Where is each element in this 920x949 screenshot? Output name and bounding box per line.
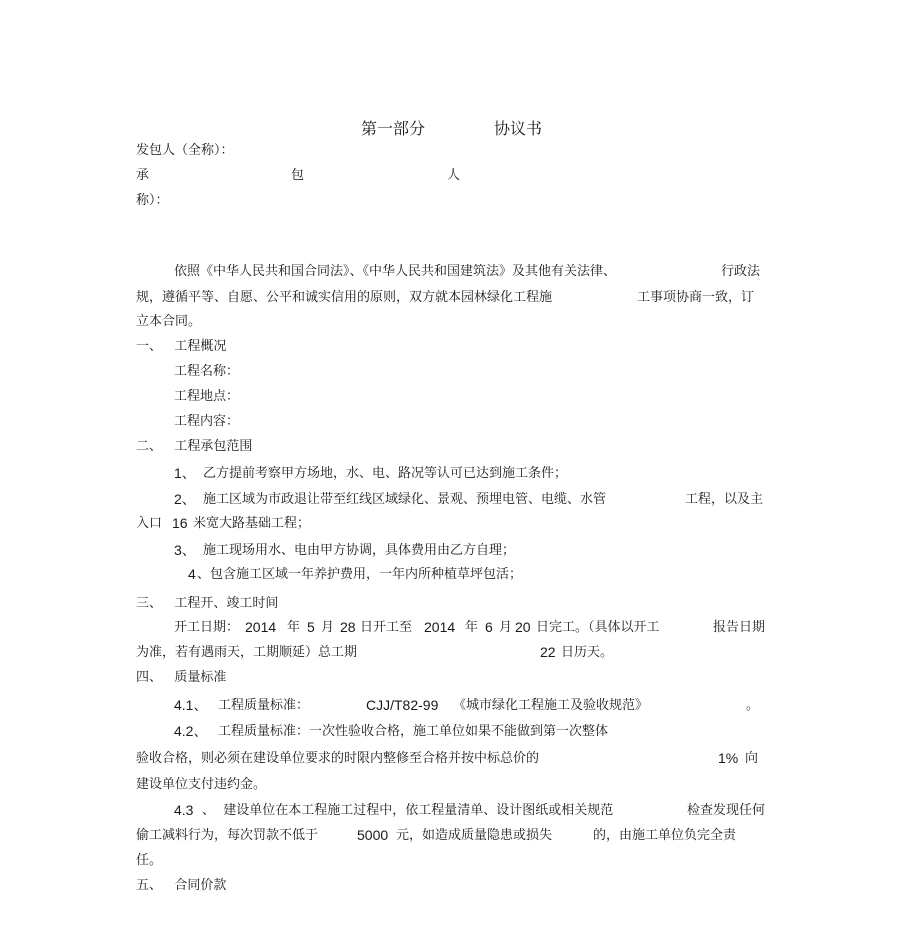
start-day: 28 — [340, 619, 356, 635]
standard-name: 《城市绿化工程施工及验收规范》 — [453, 698, 649, 713]
scope-item-2-text: 施工区域为市政退让带至红线区域绿化、景观、预埋电管、电缆、水管 — [203, 492, 607, 507]
duration-days: 22 — [540, 644, 556, 660]
quality-item-3-text: 、 建设单位在本工程施工过程中，依工程量清单、设计图纸或相关规范 — [202, 803, 614, 818]
quality-item-3-line2-c: 的，由施工单位负完全责 — [593, 828, 737, 843]
scope-item-4-text: 、包含施工区域一年养护费用，一年内所种植草坪包活； — [197, 567, 523, 582]
quality-item-3-line3: 任。 — [136, 853, 163, 868]
intro-line-1-end: 行政法 — [721, 264, 761, 279]
intro-line-2: 规，遵循平等、自愿、公平和诚实信用的原则，双方就本园林绿化工程施 — [136, 290, 553, 305]
quality-item-1-number: 4.1、 — [174, 697, 208, 713]
scope-item-2-text-end: 工程，以及主 — [685, 492, 764, 507]
start-month-unit: 月 — [321, 620, 335, 635]
road-width-number: 16 — [172, 515, 188, 531]
intro-line-2-end: 工事项协商一致，订 — [637, 290, 755, 305]
standard-end-mark: 。 — [746, 698, 760, 713]
end-year: 2014 — [424, 619, 456, 635]
scope-item-3-number: 3、 — [174, 542, 196, 558]
quality-item-3-number: 4.3 — [174, 802, 194, 818]
end-year-unit: 年 — [465, 620, 479, 635]
section-3-heading: 三、 工程开、竣工时间 — [136, 596, 279, 611]
end-month: 6 — [485, 619, 493, 635]
title-name: 协议书 — [494, 119, 543, 138]
end-day: 20 — [515, 619, 531, 635]
completion-text: 日完工。（具体以开工 — [536, 620, 660, 635]
project-content-label: 工程内容： — [174, 414, 240, 429]
project-site-label: 工程地点： — [174, 389, 240, 404]
quality-item-3-text-end: 检查发现任何 — [687, 803, 766, 818]
scope-item-1-text: 乙方提前考察甲方场地，水、电、路况等认可已达到施工条件； — [203, 466, 568, 481]
section-1-heading: 一、 工程概况 — [136, 339, 227, 354]
title-part: 第一部分 — [361, 119, 426, 138]
quality-item-3-line2: 偷工减料行为，每次罚款不低于 — [136, 828, 319, 843]
duration-unit: 日历天。 — [561, 645, 614, 660]
duration-text: 为准，若有遇雨天，工期顺延）总工期 — [136, 645, 358, 660]
section-4-heading: 四、 质量标准 — [136, 670, 227, 685]
party-b-end: 称）： — [136, 193, 169, 208]
scope-item-1-number: 1、 — [174, 465, 196, 481]
start-date-label: 开工日期： — [174, 620, 240, 635]
fine-amount: 5000 — [357, 827, 389, 843]
party-b-char-3: 人 — [447, 168, 461, 183]
project-name-label: 工程名称： — [174, 364, 240, 379]
standard-code: CJJ/T82-99 — [366, 697, 439, 713]
intro-line-3: 立本合同。 — [136, 314, 202, 329]
intro-line-1: 依照《中华人民共和国合同法》、《中华人民共和国建筑法》及其他有关法律、 — [174, 264, 617, 279]
start-year: 2014 — [245, 619, 277, 635]
completion-text-end: 报告日期 — [713, 620, 766, 635]
quality-item-2-line2: 验收合格，则必须在建设单位要求的时限内整修至合格并按中标总价的 — [136, 751, 540, 766]
section-2-heading: 二、 工程承包范围 — [136, 439, 253, 454]
quality-item-2-line3: 建设单位支付违约金。 — [136, 777, 267, 792]
party-a-label: 发包人（全称）： — [136, 143, 234, 158]
scope-item-2-number: 2、 — [174, 491, 196, 507]
quality-item-1-text: 工程质量标准： — [218, 698, 310, 713]
quality-item-2-line2-end: 向 — [745, 751, 759, 766]
start-to-label: 日开工至 — [360, 620, 413, 635]
scope-item-3-text: 施工现场用水、电由甲方协调，具体费用由乙方自理； — [203, 543, 516, 558]
quality-item-3-line2-b: 元，如造成质量隐患或损失 — [396, 828, 553, 843]
penalty-percent: 1% — [718, 750, 739, 766]
quality-item-2-text: 工程质量标准：一次性验收合格，施工单位如果不能做到第一次整体 — [218, 724, 609, 739]
start-month: 5 — [307, 619, 315, 635]
start-year-unit: 年 — [287, 620, 301, 635]
scope-item-2-line2-a: 入口 — [136, 516, 163, 531]
party-b-char-2: 包 — [291, 168, 305, 183]
party-b-char-1: 承 — [136, 168, 150, 183]
end-month-unit: 月 — [499, 620, 513, 635]
scope-item-4-number: 4 — [188, 566, 196, 582]
section-5-heading: 五、 合同价款 — [136, 878, 227, 893]
quality-item-2-number: 4.2、 — [174, 723, 208, 739]
scope-item-2-line2-b: 米宽大路基础工程； — [193, 516, 311, 531]
